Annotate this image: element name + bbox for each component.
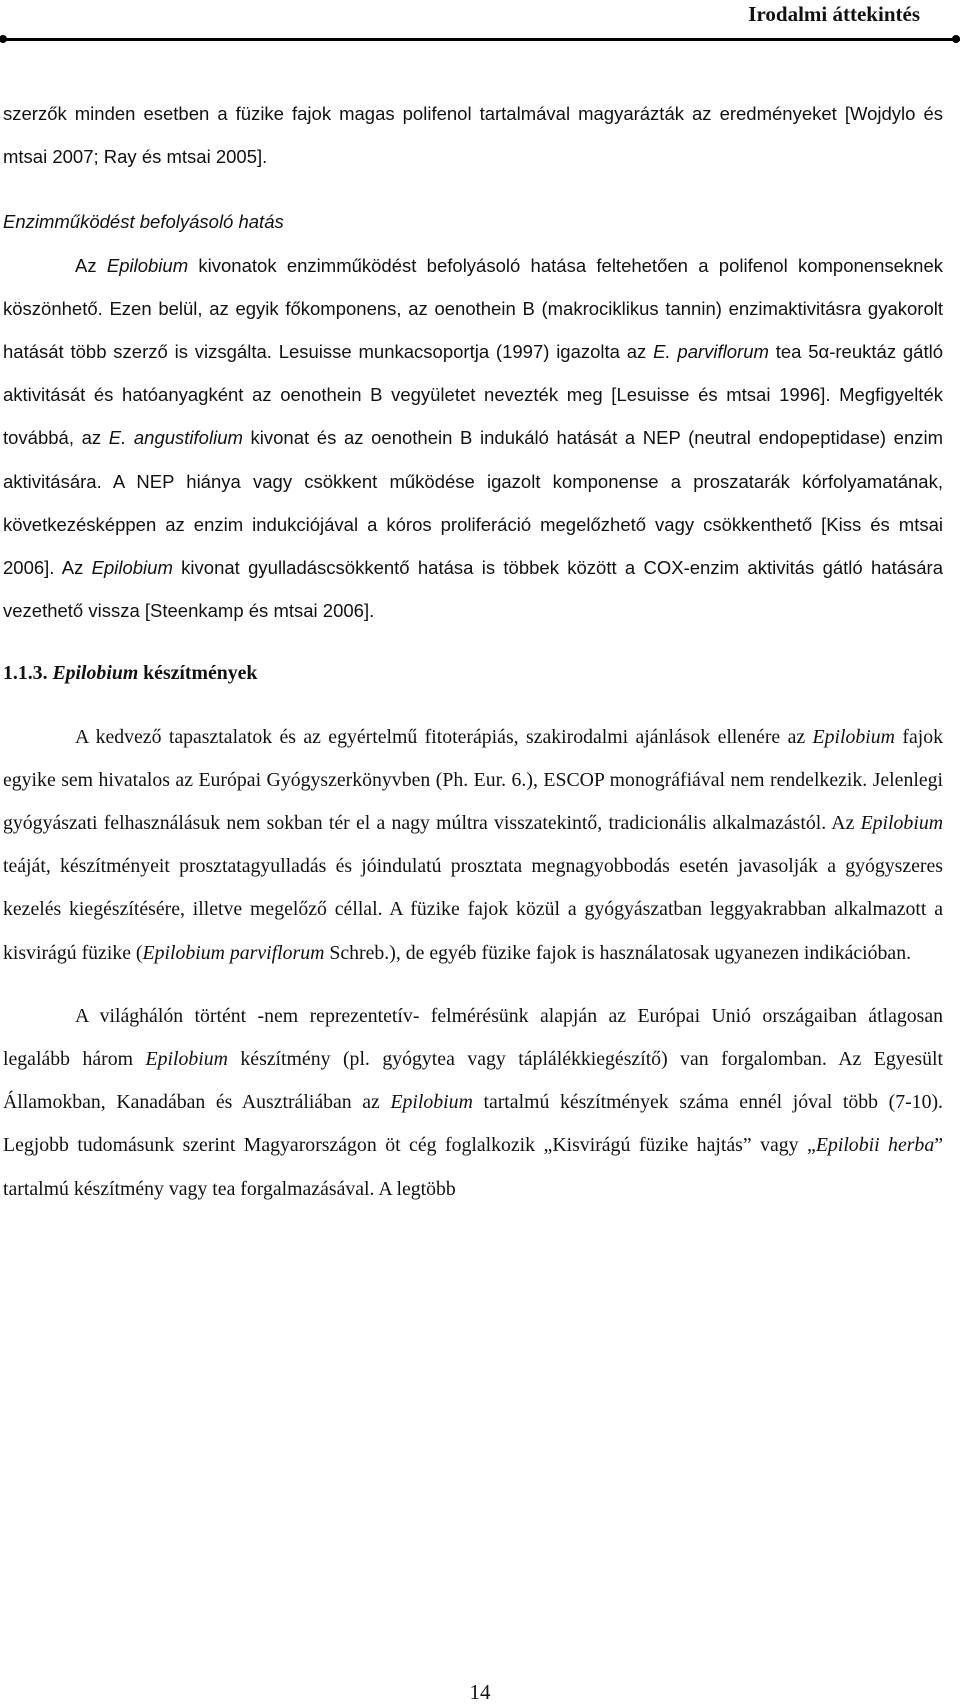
- page-number: 14: [469, 1680, 491, 1704]
- paragraph-market-survey: A világhálón történt -nem reprezentetív- felmérésünk alapján az Európai Unió országaiban átlagosan legalább három Epilobium készítmény (pl. gyógytea vagy táplálékkiegészítő) van forgalomban. Az Egyesült Államokban, Kanadában és Ausztráliában az Epilobium tartalmú készítmények száma ennél jóval több (7-10). Legjobb tudomásunk szerint Magyarországon öt cég foglalkozik „Kisvirágú füzike hajtás” vagy „Epilobii herba” tartalmú készítmény vagy tea forgalmazásával. A legtöbb: [3, 1004, 943, 1200]
- subheading-enzyme: Enzimműködést befolyásoló hatás: [3, 211, 284, 233]
- running-header: [0, 0, 960, 40]
- paragraph-preparations: A kedvező tapasztalatok és az egyértelmű fitoterápiás, szakirodalmi ajánlások ellenére az Epilobium fajok egyike sem hivatalos az Európai Gyógyszerkönyvben (Ph. Eur. 6.), ESCOP monográfiával nem rendelkezik. Jelenlegi gyógyászati felhasználásuk nem sokban tér el a nagy múltra visszatekintő, tradicionális alkalmazástól. Az Epilobium teáját, készítményeit prosztatagyulladás és jóindulatú prosztata megnagyobbodás esetén javasolják a gyógyszeres kezelés kiegészítésére, illetve megelőző céllal. A füzike fajok közül a gyógyászatban leggyakrabban alkalmazott a kisvirágú füzike (Epilobium parviflorum Schreb.), de egyéb füzike fajok is használatosak ugyanezen indikációban.: [3, 725, 943, 964]
- rule-dot-left: [0, 35, 7, 43]
- header-title: Irodalmi áttekintés: [748, 2, 920, 26]
- header-rule: [0, 38, 960, 41]
- section-heading: 1.1.3. Epilobium készítmények: [3, 662, 258, 685]
- paragraph-continuation: szerzők minden esetben a füzike fajok magas polifenol tartalmával magyarázták az eredményeket [Wojdylo és mtsai 2007; Ray és mtsai 2005].: [3, 103, 943, 168]
- paragraph-enzyme: Az Epilobium kivonatok enzimműködést befolyásoló hatása feltehetően a polifenol komponenseknek köszönhető. Ezen belül, az egyik főkomponens, az oenothein B (makrociklikus tannin) enzimaktivitásra gyakorolt hatását több szerző is vizsgálta. Lesuisse munkacsoportja (1997) igazolta az E. parviflorum tea 5α-reuktáz gátló aktivitását és hatóanyagként az oenothein B vegyületet nevezték meg [Lesuisse és mtsai 1996]. Megfigyelték továbbá, az E. angustifolium kivonat és az oenothein B indukáló hatását a NEP (neutral endopeptidase) enzim aktivitására. A NEP hiánya vagy csökkent működése igazolt komponense a proszatarák kórfolyamatának, következésképpen az enzim indukciójával a kóros proliferáció megelőzhető vagy csökkenthető [Kiss és mtsai 2006]. Az Epilobium kivonat gyulladáscsökkentő hatása is többek között a COX-enzim aktivitás gátló hatására vezethető vissza [Steenkamp és mtsai 2006].: [3, 254, 944, 622]
- rule-dot-right: [952, 35, 960, 43]
- page-content: [3, 92, 943, 1211]
